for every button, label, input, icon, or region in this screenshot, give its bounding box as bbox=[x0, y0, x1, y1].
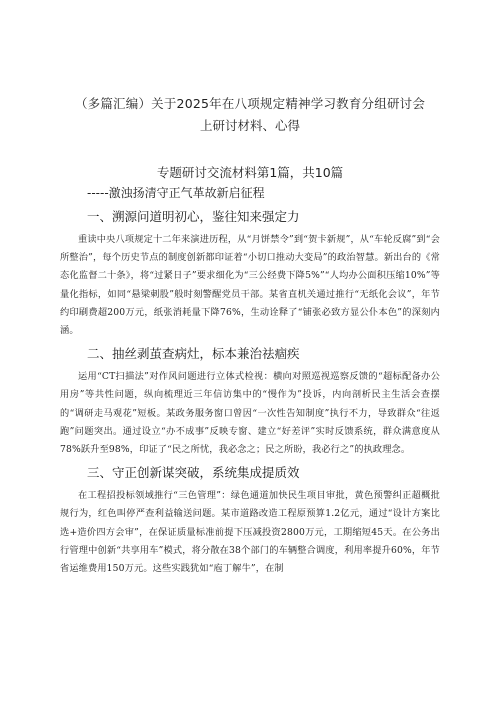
lead-line: -----激浊扬清守正气革故新启征程 bbox=[87, 186, 265, 200]
document-subtitle: 上研讨材料、心得 bbox=[199, 118, 300, 133]
section-count: 专题研讨交流材料第1篇，共10篇 bbox=[156, 165, 344, 180]
section-paragraph-2: 运用“CT扫描法”对作风问题进行立体式检视：横向对照巡视巡察反馈的“超标配备办公用房”等共性问题，纵向梳理近三年信访集中的“慢作为”投诉，内向剖析民主生活会查摆的“调研走马观花”短板。某政务服务窗口曾因“一次性告知制度”执行不力，导致群众“往返跑”问题突出。通过设立“办不成事”反映专窗、建立“好差评”实时反馈系统，群众满意度从78%跃升至98%，印证了“民之所忧，我必念之；民之所盼，我必行之”的执政理念。 bbox=[60, 371, 440, 456]
document-title: （多篇汇编）关于2025年在八项规定精神学习教育分组研讨会 bbox=[74, 96, 426, 111]
section-paragraph-3: 在工程招投标领域推行“三色管理”：绿色通道加快民生项目审批，黄色预警纠正超概批规行为，红色叫停严查利益输送问题。某市道路改造工程原预算1.2亿元，通过“设计方案比选+造价四方会审”，在保证质量标准前提下压减投资2800万元，工期缩短45天。在公务出行管理中创新“共享用车”模式，将分散在38个部门的车辆整合调度，利用率提升60%，年节省运维费用150万元。这些实践犹如“庖丁解牛”，在制 bbox=[60, 490, 440, 575]
section-heading-1: 一、溯源问道明初心，鉴往知来强定力 bbox=[87, 209, 300, 224]
section-heading-3: 三、守正创新谋突破，系统集成提质效 bbox=[87, 465, 300, 481]
section-heading-2: 二、抽丝剥茧查病灶，标本兼治祛痼疾 bbox=[87, 346, 300, 362]
section-paragraph-1: 重读中央八项规定十二年来演进历程，从“月饼禁令”到“贺卡新规”，从“车轮反腐”到“会所整治”，每个历史节点的制度创新都印证着“小切口推动大变局”的政治智慧。新出台的《常态化监督二十条》，将“过紧日子”要求细化为“三公经费下降5%”“人均办公面积压缩10%”等量化指标，如同“悬梁刺股”般时刻警醒党员干部。某省直机关通过推行“无纸化会议”，年节约印刷费超200万元，纸张消耗量下降76%，生动诠释了“铺张必致方显公仆本色”的深刻内涵。 bbox=[60, 234, 440, 337]
